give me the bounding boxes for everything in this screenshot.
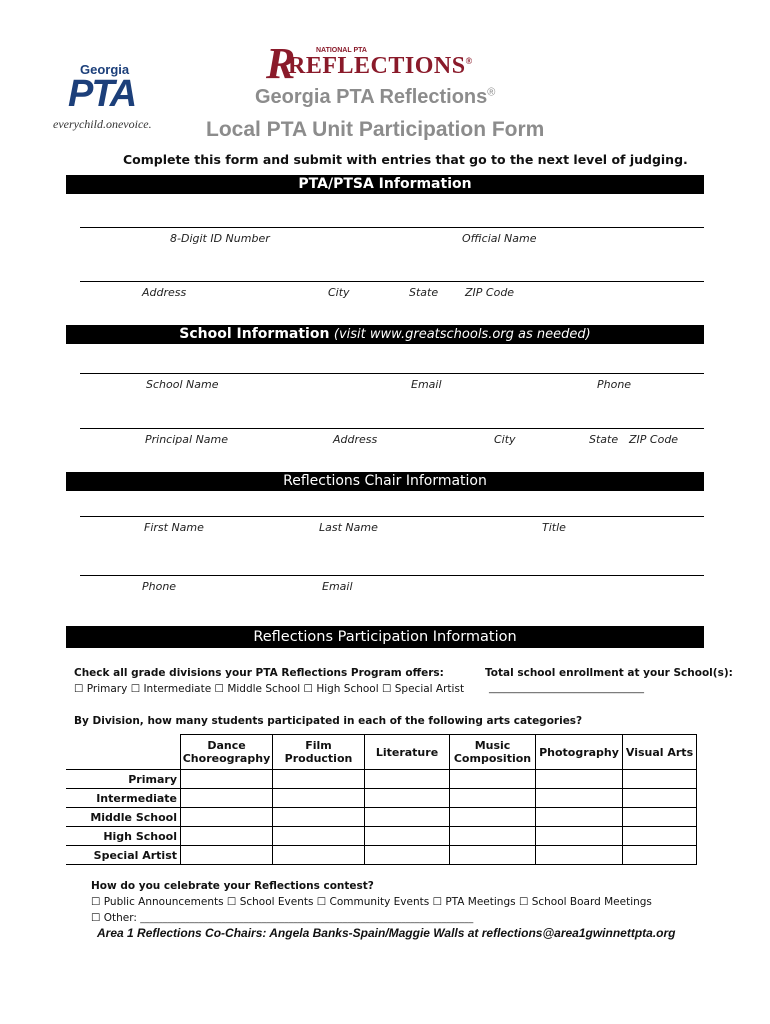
celebrate-option-label: School Board Meetings bbox=[531, 896, 652, 908]
table-cell[interactable] bbox=[273, 770, 365, 789]
label-school-zip: ZIP Code bbox=[629, 433, 679, 446]
table-cell[interactable] bbox=[450, 770, 536, 789]
table-cell[interactable] bbox=[273, 846, 365, 865]
table-cell[interactable] bbox=[273, 827, 365, 846]
division-option-label: Primary bbox=[86, 683, 128, 695]
checkbox-icon[interactable]: ☐ bbox=[74, 683, 84, 695]
reflections-logo bbox=[288, 53, 473, 80]
table-cell[interactable] bbox=[450, 808, 536, 827]
division-options bbox=[74, 683, 464, 695]
col-header: Music Composition bbox=[450, 735, 536, 770]
table-corner bbox=[66, 735, 181, 770]
label-school-state: State bbox=[589, 433, 619, 446]
checkbox-icon[interactable]: ☐ bbox=[303, 683, 313, 695]
row-label: Primary bbox=[66, 770, 181, 789]
participation-table bbox=[66, 734, 697, 865]
title-line1: Georgia PTA Reflections bbox=[255, 86, 488, 108]
table-cell[interactable] bbox=[623, 827, 697, 846]
table-row bbox=[66, 808, 697, 827]
division-option[interactable] bbox=[304, 683, 379, 695]
checkbox-icon[interactable]: ☐ bbox=[316, 896, 327, 908]
label-school-email: Email bbox=[411, 378, 442, 391]
table-cell[interactable] bbox=[536, 808, 623, 827]
table-row bbox=[66, 770, 697, 789]
table-cell[interactable] bbox=[273, 808, 365, 827]
table-cell[interactable] bbox=[536, 789, 623, 808]
checkbox-icon[interactable]: ☐ bbox=[214, 683, 224, 695]
label-principal-name: Principal Name bbox=[145, 433, 229, 446]
table-cell[interactable] bbox=[365, 827, 450, 846]
table-cell[interactable] bbox=[365, 808, 450, 827]
enrollment-prompt: Total school enrollment at your School(s): bbox=[485, 667, 733, 679]
table-cell[interactable] bbox=[181, 827, 273, 846]
celebrate-option[interactable] bbox=[519, 896, 652, 908]
table-row bbox=[66, 827, 697, 846]
checkbox-icon[interactable]: ☐ bbox=[226, 896, 237, 908]
checkbox-icon[interactable]: ☐ bbox=[432, 896, 442, 908]
other-label: Other: bbox=[103, 912, 137, 924]
school-heading-note: (visit www.greatschools.org as needed) bbox=[333, 327, 591, 342]
instructions: Complete this form and submit with entries that go to the next level of judging. bbox=[123, 152, 688, 167]
table-cell[interactable] bbox=[536, 770, 623, 789]
table-cell[interactable] bbox=[181, 808, 273, 827]
division-option-label: Special Artist bbox=[394, 683, 465, 695]
chair-line-1[interactable] bbox=[80, 516, 704, 517]
title-reg: ® bbox=[487, 86, 496, 99]
table-header-row bbox=[66, 735, 697, 770]
divisions-prompt: Check all grade divisions your PTA Reflections Program offers: bbox=[74, 667, 444, 679]
celebrate-option-label: Community Events bbox=[329, 896, 430, 908]
georgia-pta-tagline: everychild.onevoice. bbox=[53, 117, 152, 131]
label-pta-address: Address bbox=[142, 286, 187, 299]
table-cell[interactable] bbox=[181, 789, 273, 808]
pta-line-2[interactable] bbox=[80, 281, 704, 282]
table-cell[interactable] bbox=[365, 846, 450, 865]
table-cell[interactable] bbox=[623, 846, 697, 865]
label-chair-phone: Phone bbox=[142, 580, 177, 593]
table-cell[interactable] bbox=[536, 846, 623, 865]
table-cell[interactable] bbox=[450, 789, 536, 808]
checkbox-icon[interactable]: ☐ bbox=[518, 896, 529, 908]
division-option[interactable] bbox=[131, 683, 212, 695]
col-header: Film Production bbox=[273, 735, 365, 770]
pta-line-1[interactable] bbox=[80, 227, 704, 228]
division-option-label: Middle School bbox=[227, 683, 301, 695]
table-cell[interactable] bbox=[365, 770, 450, 789]
checkbox-icon[interactable]: ☐ bbox=[382, 683, 392, 695]
label-school-address: Address bbox=[333, 433, 378, 446]
georgia-pta-logo-word: Georgia bbox=[80, 62, 130, 77]
row-label: High School bbox=[66, 827, 181, 846]
table-cell[interactable] bbox=[181, 770, 273, 789]
row-label: Intermediate bbox=[66, 789, 181, 808]
label-first-name: First Name bbox=[144, 521, 204, 534]
celebrate-option[interactable] bbox=[317, 896, 429, 908]
table-cell[interactable] bbox=[623, 770, 697, 789]
row-label: Middle School bbox=[66, 808, 181, 827]
division-option[interactable] bbox=[382, 683, 464, 695]
table-cell[interactable] bbox=[536, 827, 623, 846]
celebrate-option-label: School Events bbox=[239, 896, 314, 908]
col-header: Photography bbox=[536, 735, 623, 770]
checkbox-icon[interactable]: ☐ bbox=[91, 912, 101, 924]
checkbox-icon[interactable]: ☐ bbox=[91, 896, 101, 908]
chair-line-2[interactable] bbox=[80, 575, 704, 576]
table-cell[interactable] bbox=[181, 846, 273, 865]
label-id-number: 8-Digit ID Number bbox=[170, 232, 270, 245]
table-cell[interactable] bbox=[450, 827, 536, 846]
school-line-1[interactable] bbox=[80, 373, 704, 374]
school-section-heading bbox=[66, 325, 704, 344]
division-option-label: Intermediate bbox=[143, 683, 212, 695]
table-cell[interactable] bbox=[450, 846, 536, 865]
label-official-name: Official Name bbox=[462, 232, 537, 245]
footer-contact: Area 1 Reflections Co-Chairs: Angela Banks-Spain/Maggie Walls at reflections@area1gwinnettpta.org bbox=[97, 926, 676, 940]
label-pta-state: State bbox=[409, 286, 439, 299]
label-chair-email: Email bbox=[322, 580, 353, 593]
label-school-city: City bbox=[494, 433, 516, 446]
label-title: Title bbox=[542, 521, 566, 534]
form-subtitle: Local PTA Unit Participation Form bbox=[206, 118, 545, 140]
col-header: Visual Arts bbox=[623, 735, 697, 770]
table-cell[interactable] bbox=[623, 789, 697, 808]
reflections-logo-reg: ® bbox=[465, 56, 473, 66]
celebrate-option-label: Public Announcements bbox=[103, 896, 224, 908]
pta-section-heading: PTA/PTSA Information bbox=[66, 175, 704, 194]
celebrate-option-label: PTA Meetings bbox=[445, 896, 516, 908]
checkbox-icon[interactable]: ☐ bbox=[130, 683, 141, 695]
label-pta-city: City bbox=[328, 286, 350, 299]
reflections-logo-r: R bbox=[266, 39, 296, 88]
table-cell[interactable] bbox=[365, 789, 450, 808]
table-cell[interactable] bbox=[273, 789, 365, 808]
division-option-label: High School bbox=[316, 683, 379, 695]
participation-section-heading: Reflections Participation Information bbox=[66, 626, 704, 648]
col-header: Dance Choreography bbox=[181, 735, 273, 770]
georgia-pta-logo: PTA bbox=[68, 73, 136, 115]
celebrate-option[interactable] bbox=[227, 896, 314, 908]
other-input[interactable]: __________________________________________________________________________ bbox=[140, 914, 474, 924]
col-header: Literature bbox=[365, 735, 450, 770]
celebrate-options bbox=[91, 896, 652, 908]
table-row bbox=[66, 846, 697, 865]
form-title bbox=[255, 86, 495, 109]
division-option[interactable] bbox=[215, 683, 301, 695]
celebrate-option[interactable] bbox=[91, 896, 224, 908]
reflections-logo-national: NATIONAL PTA bbox=[316, 47, 367, 54]
reflections-logo-word: REFLECTIONS bbox=[288, 53, 466, 79]
celebrate-prompt: How do you celebrate your Reflections contest? bbox=[91, 880, 374, 892]
celebrate-option[interactable] bbox=[433, 896, 516, 908]
table-row bbox=[66, 789, 697, 808]
by-division-prompt: By Division, how many students participated in each of the following arts categories? bbox=[74, 715, 583, 727]
label-school-phone: Phone bbox=[597, 378, 632, 391]
school-line-2[interactable] bbox=[80, 428, 704, 429]
school-heading-text: School Information bbox=[179, 326, 330, 342]
chair-section-heading: Reflections Chair Information bbox=[66, 472, 704, 491]
row-label: Special Artist bbox=[66, 846, 181, 865]
label-school-name: School Name bbox=[146, 378, 219, 391]
enrollment-input[interactable]: _______________________________ bbox=[489, 683, 644, 694]
table-cell[interactable] bbox=[623, 808, 697, 827]
celebrate-other[interactable] bbox=[91, 912, 473, 924]
label-last-name: Last Name bbox=[319, 521, 378, 534]
label-pta-zip: ZIP Code bbox=[465, 286, 515, 299]
division-option[interactable] bbox=[74, 683, 127, 695]
